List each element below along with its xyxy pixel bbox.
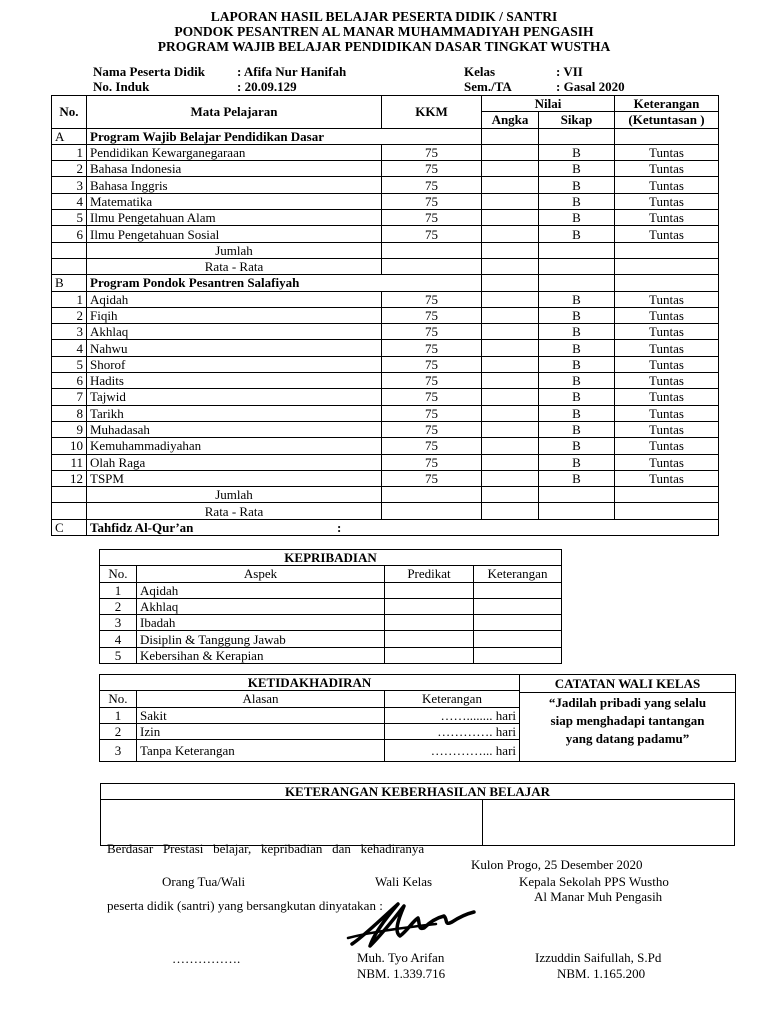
row-no: 4 xyxy=(100,631,137,647)
section-c-colon: : xyxy=(337,519,342,535)
table-row xyxy=(100,582,562,598)
head-nbm: NBM. 1.165.200 xyxy=(557,966,646,981)
row-ket: Tuntas xyxy=(615,454,719,470)
row-subject: Tajwid xyxy=(87,389,382,405)
abs-header-no: No. xyxy=(100,691,137,707)
row-kkm: 75 xyxy=(382,291,482,307)
section-b-header xyxy=(52,275,719,291)
row-no: 1 xyxy=(100,582,137,598)
kep-header-ket: Keterangan xyxy=(474,566,562,582)
report-title-line2: PONDOK PESANTREN AL MANAR MUHAMMADIYAH PENGASIH xyxy=(174,24,594,39)
row-no: 5 xyxy=(100,647,137,663)
abs-header-alasan: Alasan xyxy=(137,691,385,707)
table-row xyxy=(52,405,719,421)
table-row xyxy=(100,707,520,723)
row-angka xyxy=(482,421,539,437)
row-ket: Tuntas xyxy=(615,210,719,226)
row-angka xyxy=(482,389,539,405)
row-ket: Tuntas xyxy=(615,144,719,160)
row-ket: Tuntas xyxy=(615,307,719,323)
row-kkm: 75 xyxy=(382,193,482,209)
row-subject: TSPM xyxy=(87,470,382,486)
row-kkm: 75 xyxy=(382,454,482,470)
section-c-row xyxy=(52,519,719,535)
row-subject: Matematika xyxy=(87,193,382,209)
header-angka: Angka xyxy=(482,112,539,128)
parent-label: Orang Tua/Wali xyxy=(162,874,246,889)
section-title: Program Wajib Belajar Pendidikan Dasar xyxy=(87,128,482,144)
row-kkm: 75 xyxy=(382,421,482,437)
row-sikap: B xyxy=(539,389,615,405)
row-subject: Bahasa Inggris xyxy=(87,177,382,193)
report-title-line3: PROGRAM WAJIB BELAJAR PENDIDIKAN DASAR TINGKAT WUSTHA xyxy=(157,39,611,54)
jumlah-row xyxy=(52,487,719,503)
kep-header-aspek: Aspek xyxy=(137,566,385,582)
row-ket: Tuntas xyxy=(615,389,719,405)
table-row xyxy=(52,307,719,323)
row-kkm: 75 xyxy=(382,356,482,372)
wali-kelas-name: Muh. Tyo Arifan xyxy=(357,950,445,965)
table-row xyxy=(52,421,719,437)
row-no: 6 xyxy=(52,226,87,242)
header-sikap: Sikap xyxy=(539,112,615,128)
row-no: 1 xyxy=(52,144,87,160)
table-row xyxy=(100,740,520,762)
table-row xyxy=(52,193,719,209)
row-no: 5 xyxy=(52,210,87,226)
row-sikap: B xyxy=(539,454,615,470)
row-aspek: Ibadah xyxy=(137,615,385,631)
row-angka xyxy=(482,210,539,226)
row-sikap: B xyxy=(539,193,615,209)
wali-kelas-signature xyxy=(340,892,480,954)
table-row xyxy=(52,324,719,340)
row-subject: Fiqih xyxy=(87,307,382,323)
row-sikap: B xyxy=(539,356,615,372)
row-angka xyxy=(482,454,539,470)
row-subject: Aqidah xyxy=(87,291,382,307)
row-angka xyxy=(482,356,539,372)
head-label-line2: Al Manar Muh Pengasih xyxy=(534,889,663,904)
row-alasan: Tanpa Keterangan xyxy=(137,740,385,762)
rata-label: Rata - Rata xyxy=(87,503,382,519)
table-row xyxy=(52,454,719,470)
row-ket: …………. hari xyxy=(385,723,520,739)
row-no: 12 xyxy=(52,470,87,486)
table-row xyxy=(100,631,562,647)
row-ket: Tuntas xyxy=(615,161,719,177)
row-no: 1 xyxy=(52,291,87,307)
table-row xyxy=(100,615,562,631)
row-subject: Kemuhammadiyahan xyxy=(87,438,382,454)
head-label-line1: Kepala Sekolah PPS Wustho xyxy=(519,874,669,889)
row-subject: Tarikh xyxy=(87,405,382,421)
jumlah-row xyxy=(52,242,719,258)
row-no: 2 xyxy=(100,723,137,739)
ketidakhadiran-title: KETIDAKHADIRAN xyxy=(100,675,520,691)
table-row xyxy=(52,389,719,405)
table-row xyxy=(52,177,719,193)
row-angka xyxy=(482,324,539,340)
row-angka xyxy=(482,438,539,454)
row-angka xyxy=(482,470,539,486)
row-no: 9 xyxy=(52,421,87,437)
kepribadian-title: KEPRIBADIAN xyxy=(100,550,562,566)
keberhasilan-divider xyxy=(482,800,483,845)
row-aspek: Aqidah xyxy=(137,582,385,598)
header-subject: Mata Pelajaran xyxy=(87,96,382,129)
wali-kelas-label: Wali Kelas xyxy=(375,874,433,889)
class-value: : VII xyxy=(556,64,583,79)
row-alasan: Izin xyxy=(137,723,385,739)
row-no: 3 xyxy=(52,177,87,193)
row-sikap: B xyxy=(539,438,615,454)
section-a-header xyxy=(52,128,719,144)
table-row xyxy=(100,598,562,614)
row-ket: Tuntas xyxy=(615,405,719,421)
row-subject: Pendidikan Kewarganegaraan xyxy=(87,144,382,160)
row-aspek: Akhlaq xyxy=(137,598,385,614)
row-kkm: 75 xyxy=(382,389,482,405)
row-ket: Tuntas xyxy=(615,324,719,340)
catatan-line3: yang datang padamu” xyxy=(565,731,690,746)
grades-table xyxy=(51,95,719,536)
table-row xyxy=(100,723,520,739)
row-angka xyxy=(482,177,539,193)
semester-value: : Gasal 2020 xyxy=(556,79,625,94)
table-row xyxy=(52,210,719,226)
table-row xyxy=(100,647,562,663)
section-code: B xyxy=(52,275,87,291)
head-name: Izzuddin Saifullah, S.Pd xyxy=(535,950,662,965)
kep-header-predikat: Predikat xyxy=(385,566,474,582)
keberhasilan-line2: peserta didik (santri) yang bersangkutan dinyatakan : xyxy=(107,898,383,913)
row-ket: …………... hari xyxy=(385,740,520,762)
row-aspek: Kebersihan & Kerapian xyxy=(137,647,385,663)
row-no: 2 xyxy=(52,161,87,177)
row-no: 3 xyxy=(52,324,87,340)
row-angka xyxy=(482,193,539,209)
keberhasilan-line1: Berdasar Prestasi belajar, kepribadian dan kehadiranya xyxy=(107,841,425,856)
student-name-label: Nama Peserta Didik xyxy=(93,64,205,79)
table-row xyxy=(52,356,719,372)
wali-kelas-nbm: NBM. 1.339.716 xyxy=(357,966,446,981)
rata-label: Rata - Rata xyxy=(87,258,382,274)
row-subject: Nahwu xyxy=(87,340,382,356)
row-sikap: B xyxy=(539,373,615,389)
row-no: 7 xyxy=(52,389,87,405)
row-sikap: B xyxy=(539,226,615,242)
catatan-box xyxy=(519,674,736,762)
row-no: 3 xyxy=(100,740,137,762)
row-angka xyxy=(482,307,539,323)
row-no: 2 xyxy=(100,598,137,614)
row-angka xyxy=(482,373,539,389)
jumlah-label: Jumlah xyxy=(87,242,382,258)
row-sikap: B xyxy=(539,177,615,193)
row-subject: Shorof xyxy=(87,356,382,372)
row-subject: Bahasa Indonesia xyxy=(87,161,382,177)
semester-label: Sem./TA xyxy=(464,79,512,94)
row-no: 10 xyxy=(52,438,87,454)
parent-signature-dots: ……………. xyxy=(172,951,241,966)
row-kkm: 75 xyxy=(382,324,482,340)
row-ket: Tuntas xyxy=(615,226,719,242)
section-title: Program Pondok Pesantren Salafiyah xyxy=(87,275,482,291)
abs-header-ket: Keterangan xyxy=(385,691,520,707)
table-row xyxy=(52,340,719,356)
rata-row xyxy=(52,503,719,519)
row-kkm: 75 xyxy=(382,226,482,242)
catatan-line2: siap menghadapi tantangan xyxy=(550,713,705,728)
row-kkm: 75 xyxy=(382,470,482,486)
table-row xyxy=(52,291,719,307)
class-label: Kelas xyxy=(464,64,496,79)
row-kkm: 75 xyxy=(382,307,482,323)
row-angka xyxy=(482,291,539,307)
table-row xyxy=(52,373,719,389)
row-subject: Muhadasah xyxy=(87,421,382,437)
row-subject: Ilmu Pengetahuan Sosial xyxy=(87,226,382,242)
table-row xyxy=(52,161,719,177)
jumlah-label: Jumlah xyxy=(87,487,382,503)
row-ket: Tuntas xyxy=(615,421,719,437)
row-no: 11 xyxy=(52,454,87,470)
row-sikap: B xyxy=(539,470,615,486)
header-nilai: Nilai xyxy=(482,96,615,112)
row-subject: Hadits xyxy=(87,373,382,389)
rata-row xyxy=(52,258,719,274)
row-ket: Tuntas xyxy=(615,340,719,356)
row-ket: Tuntas xyxy=(615,177,719,193)
row-no: 8 xyxy=(52,405,87,421)
row-kkm: 75 xyxy=(382,373,482,389)
row-kkm: 75 xyxy=(382,210,482,226)
row-sikap: B xyxy=(539,324,615,340)
section-title: Tahfidz Al-Qur’an xyxy=(90,519,194,535)
header-keterangan: Keterangan xyxy=(615,96,719,112)
header-kkm: KKM xyxy=(382,96,482,129)
row-sikap: B xyxy=(539,291,615,307)
header-ketuntasan: (Ketuntasan ) xyxy=(615,112,719,128)
row-kkm: 75 xyxy=(382,438,482,454)
row-ket: Tuntas xyxy=(615,193,719,209)
table-row xyxy=(52,144,719,160)
section-c-cell xyxy=(87,519,719,535)
row-ket: Tuntas xyxy=(615,356,719,372)
row-sikap: B xyxy=(539,144,615,160)
section-code: A xyxy=(52,128,87,144)
header-no: No. xyxy=(52,96,87,129)
row-no: 4 xyxy=(52,340,87,356)
keberhasilan-title: KETERANGAN KEBERHASILAN BELAJAR xyxy=(101,784,734,800)
row-no: 4 xyxy=(52,193,87,209)
row-no: 5 xyxy=(52,356,87,372)
section-code: C xyxy=(52,519,87,535)
row-sikap: B xyxy=(539,210,615,226)
row-kkm: 75 xyxy=(382,177,482,193)
row-no: 1 xyxy=(100,707,137,723)
table-row xyxy=(52,226,719,242)
row-sikap: B xyxy=(539,161,615,177)
row-angka xyxy=(482,144,539,160)
row-subject: Akhlaq xyxy=(87,324,382,340)
kepribadian-table xyxy=(99,549,562,664)
row-no: 2 xyxy=(52,307,87,323)
student-name-value: : Afifa Nur Hanifah xyxy=(237,64,347,79)
row-angka xyxy=(482,340,539,356)
table-row xyxy=(52,470,719,486)
row-ket: Tuntas xyxy=(615,373,719,389)
row-aspek: Disiplin & Tanggung Jawab xyxy=(137,631,385,647)
row-ket: Tuntas xyxy=(615,470,719,486)
row-sikap: B xyxy=(539,421,615,437)
row-no: 6 xyxy=(52,373,87,389)
row-no: 3 xyxy=(100,615,137,631)
student-id-label: No. Induk xyxy=(93,79,150,94)
row-angka xyxy=(482,405,539,421)
row-subject: Olah Raga xyxy=(87,454,382,470)
row-ket: Tuntas xyxy=(615,291,719,307)
row-angka xyxy=(482,226,539,242)
row-ket: Tuntas xyxy=(615,438,719,454)
row-ket: ……........ hari xyxy=(385,707,520,723)
report-title-line1: LAPORAN HASIL BELAJAR PESERTA DIDIK / SANTRI xyxy=(210,9,558,24)
student-id-value: : 20.09.129 xyxy=(237,79,297,94)
row-kkm: 75 xyxy=(382,144,482,160)
row-sikap: B xyxy=(539,307,615,323)
catatan-line1: “Jadilah pribadi yang selalu xyxy=(548,695,707,710)
ketidakhadiran-table xyxy=(99,674,520,762)
row-subject: Ilmu Pengetahuan Alam xyxy=(87,210,382,226)
row-kkm: 75 xyxy=(382,405,482,421)
catatan-title: CATATAN WALI KELAS xyxy=(520,675,735,693)
row-sikap: B xyxy=(539,340,615,356)
kep-header-no: No. xyxy=(100,566,137,582)
row-kkm: 75 xyxy=(382,340,482,356)
row-sikap: B xyxy=(539,405,615,421)
row-kkm: 75 xyxy=(382,161,482,177)
row-alasan: Sakit xyxy=(137,707,385,723)
row-angka xyxy=(482,161,539,177)
table-row xyxy=(52,438,719,454)
place-date: Kulon Progo, 25 Desember 2020 xyxy=(471,857,643,872)
